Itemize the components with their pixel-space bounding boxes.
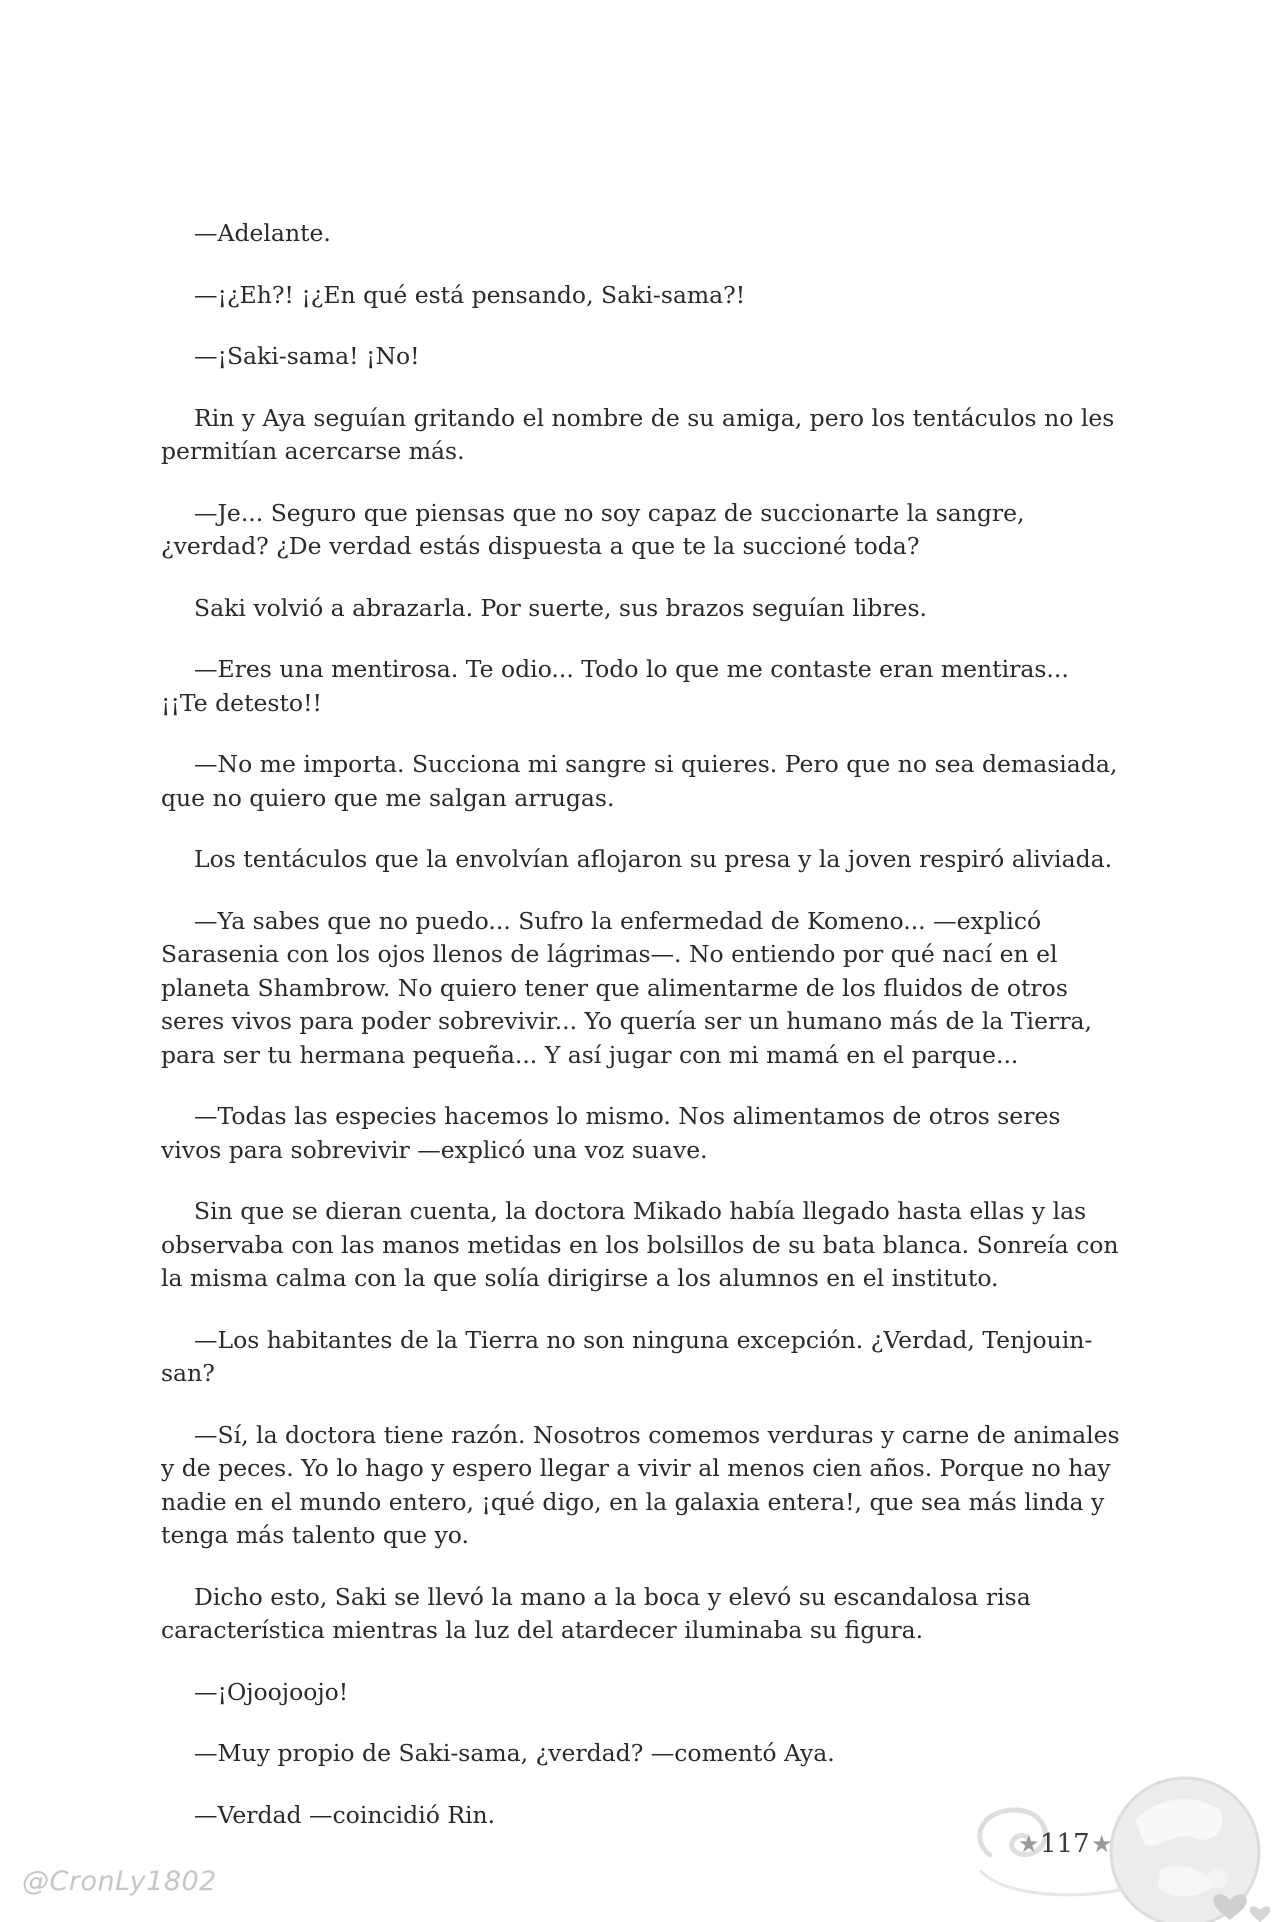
paragraph: —Muy propio de Saki-sama, ¿verdad? —comentó Aya. — [194, 1739, 835, 1767]
paragraph: —Je... Seguro que piensas que no soy capaz de succionarte la sangre, ¿verdad? ¿De verdad estás dispuesta a que te la succioné toda? — [161, 498, 1025, 560]
paragraph: —Ya sabes que no puedo... Sufro la enfermedad de Komeno... —explicó Sarasenia con los ojos llenos de lágrimas—. No entiendo por qué nací en el planeta Shambrow. No quiero tener que alimentarme de los fluidos de otros seres vivos para poder sobrevivir... Yo quería ser un humano más de la Tierra, para ser tu hermana pequeña... Y así jugar con mi mamá en el parque... — [161, 906, 1092, 1069]
paragraph: —Sí, la doctora tiene razón. Nosotros comemos verduras y carne de animales y de peces. Yo lo hago y espero llegar a vivir al menos cien años. Porque no hay nadie en el mundo entero, ¡qué digo, en la galaxia entera!, que sea más linda y tenga más talento que yo. — [161, 1420, 1120, 1549]
star-left-icon: ★ — [1018, 1830, 1040, 1858]
paragraph: Rin y Aya seguían gritando el nombre de su amiga, pero los tentáculos no les permitían acercarse más. — [161, 403, 1115, 465]
paragraph: —¡Saki-sama! ¡No! — [194, 342, 420, 370]
paragraph: —No me importa. Succiona mi sangre si quieres. Pero que no sea demasiada, que no quiero que me salgan arrugas. — [161, 750, 1118, 812]
moon-swirl-heart-icon — [960, 1760, 1280, 1922]
paragraph: —Todas las especies hacemos lo mismo. Nos alimentamos de otros seres vivos para sobrevivir —explicó una voz suave. — [161, 1102, 1061, 1164]
page-number: 117 — [1040, 1829, 1090, 1859]
paragraph: —Los habitantes de la Tierra no son ninguna excepción. ¿Verdad, Tenjouin-san? — [161, 1325, 1093, 1387]
paragraph: —¡Ojoojoojo! — [194, 1677, 349, 1706]
paragraph: —¡¿Eh?! ¡¿En qué está pensando, Saki-sama?! — [194, 280, 746, 309]
page-body — [161, 217, 1121, 1860]
paragraph: Saki volvió a abrazarla. Por suerte, sus brazos seguían libres. — [194, 593, 927, 622]
watermark: @CronLy1802 — [22, 1866, 217, 1897]
paragraph: —Eres una mentirosa. Te odio... Todo lo que me contaste eran mentiras... ¡¡Te detesto!! — [161, 655, 1069, 717]
paragraph: Los tentáculos que la envolvían aflojaron su presa y la joven respiró aliviada. — [194, 845, 1113, 873]
paragraph: —Adelante. — [194, 219, 331, 247]
paragraph: —Verdad —coincidió Rin. — [194, 1800, 496, 1829]
paragraph: Sin que se dieran cuenta, la doctora Mikado había llegado hasta ellas y las observaba con las manos metidas en los bolsillos de su bata blanca. Sonreía con la misma calma con la que solía dirigirse a los alumnos en el instituto. — [161, 1197, 1119, 1292]
paragraph: Dicho esto, Saki se llevó la mano a la boca y elevó su escandalosa risa característica mientras la luz del atardecer iluminaba su figura. — [161, 1582, 1031, 1644]
star-right-icon: ★ — [1091, 1830, 1113, 1858]
